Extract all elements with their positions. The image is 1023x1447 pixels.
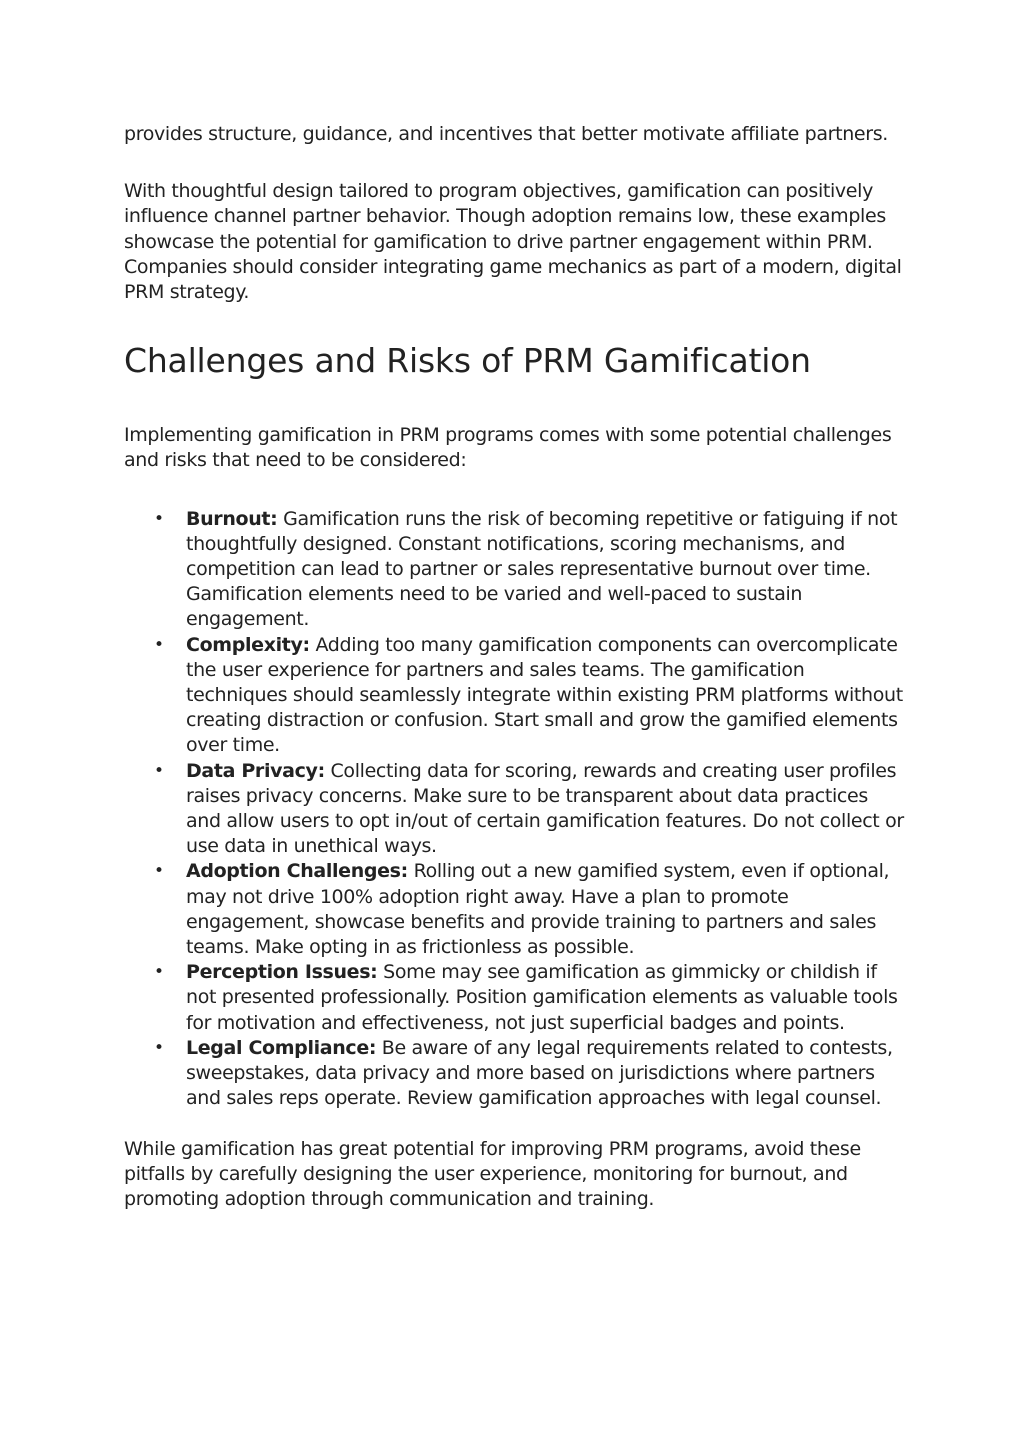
risk-term: Burnout: <box>186 507 278 530</box>
gamification-summary-paragraph: With thoughtful design tailored to program objectives, gamification can positively influence channel partner behavior. Though adoption remains low, these examples showcase the potential for gamification to drive partner engagement within PRM. Companies should consider integrating game mechanics as part of a modern, digital PRM strategy. <box>124 180 902 304</box>
document-page <box>124 122 904 1212</box>
bullet-icon: • <box>154 634 164 655</box>
risk-description: Collecting data for scoring, rewards and creating user profiles raises privacy concerns. Make sure to be transparent about data practices and allow users to opt in/out of certain gamification features. Do not collect or use data in unethical ways. <box>186 759 904 858</box>
risk-term: Complexity: <box>186 633 310 656</box>
risk-term: Adoption Challenges: <box>186 860 408 883</box>
risk-description: Rolling out a new gamified system, even if optional, may not drive 100% adoption right away. Have a plan to promote engagement, showcase benefits and provide training to partners and sales teams. Make opting in as frictionless as possible. <box>186 860 890 959</box>
intro-paragraph: provides structure, guidance, and incentives that better motivate affiliate partners. <box>124 123 888 145</box>
list-item <box>154 960 904 1036</box>
risk-description: Be aware of any legal requirements related to contests, sweepstakes, data privacy and more based on jurisdictions where partners and sales reps operate. Review gamification approaches with legal counsel. <box>186 1036 893 1110</box>
bullet-icon: • <box>154 508 164 529</box>
bullet-icon: • <box>154 1037 164 1058</box>
bullet-icon: • <box>154 760 164 781</box>
risk-term: Legal Compliance: <box>186 1036 377 1059</box>
list-item <box>154 1036 904 1112</box>
list-item <box>154 859 904 960</box>
risk-term: Perception Issues: <box>186 961 378 984</box>
list-item <box>154 633 904 759</box>
risk-description: Gamification runs the risk of becoming repetitive or fatiguing if not thoughtfully designed. Constant notifications, scoring mechanisms, and competition can lead to partner or sales representative burnout over time. Gamification elements need to be varied and well-paced to sustain engagement. <box>186 507 898 631</box>
risk-description: Some may see gamification as gimmicky or childish if not presented professionally. Position gamification elements as valuable tools for motivation and effectiveness, not just superficial badges and points. <box>186 961 898 1034</box>
list-item <box>154 507 904 633</box>
risk-term: Data Privacy: <box>186 759 325 782</box>
risks-list <box>124 507 904 1112</box>
challenges-lead-paragraph: Implementing gamification in PRM programs comes with some potential challenges and risks that need to be considered: <box>124 424 892 472</box>
bullet-icon: • <box>154 861 164 882</box>
list-item <box>154 759 904 860</box>
conclusion-paragraph: While gamification has great potential for improving PRM programs, avoid these pitfalls by carefully designing the user experience, monitoring for burnout, and promoting adoption through communication and training. <box>124 1137 861 1210</box>
bullet-icon: • <box>154 962 164 983</box>
section-heading: Challenges and Risks of PRM Gamification <box>124 341 811 381</box>
risk-description: Adding too many gamification components can overcomplicate the user experience for partners and sales teams. The gamification techniques should seamlessly integrate within existing PRM platforms without creating distraction or confusion. Start small and grow the gamified elements over time. <box>186 633 903 757</box>
